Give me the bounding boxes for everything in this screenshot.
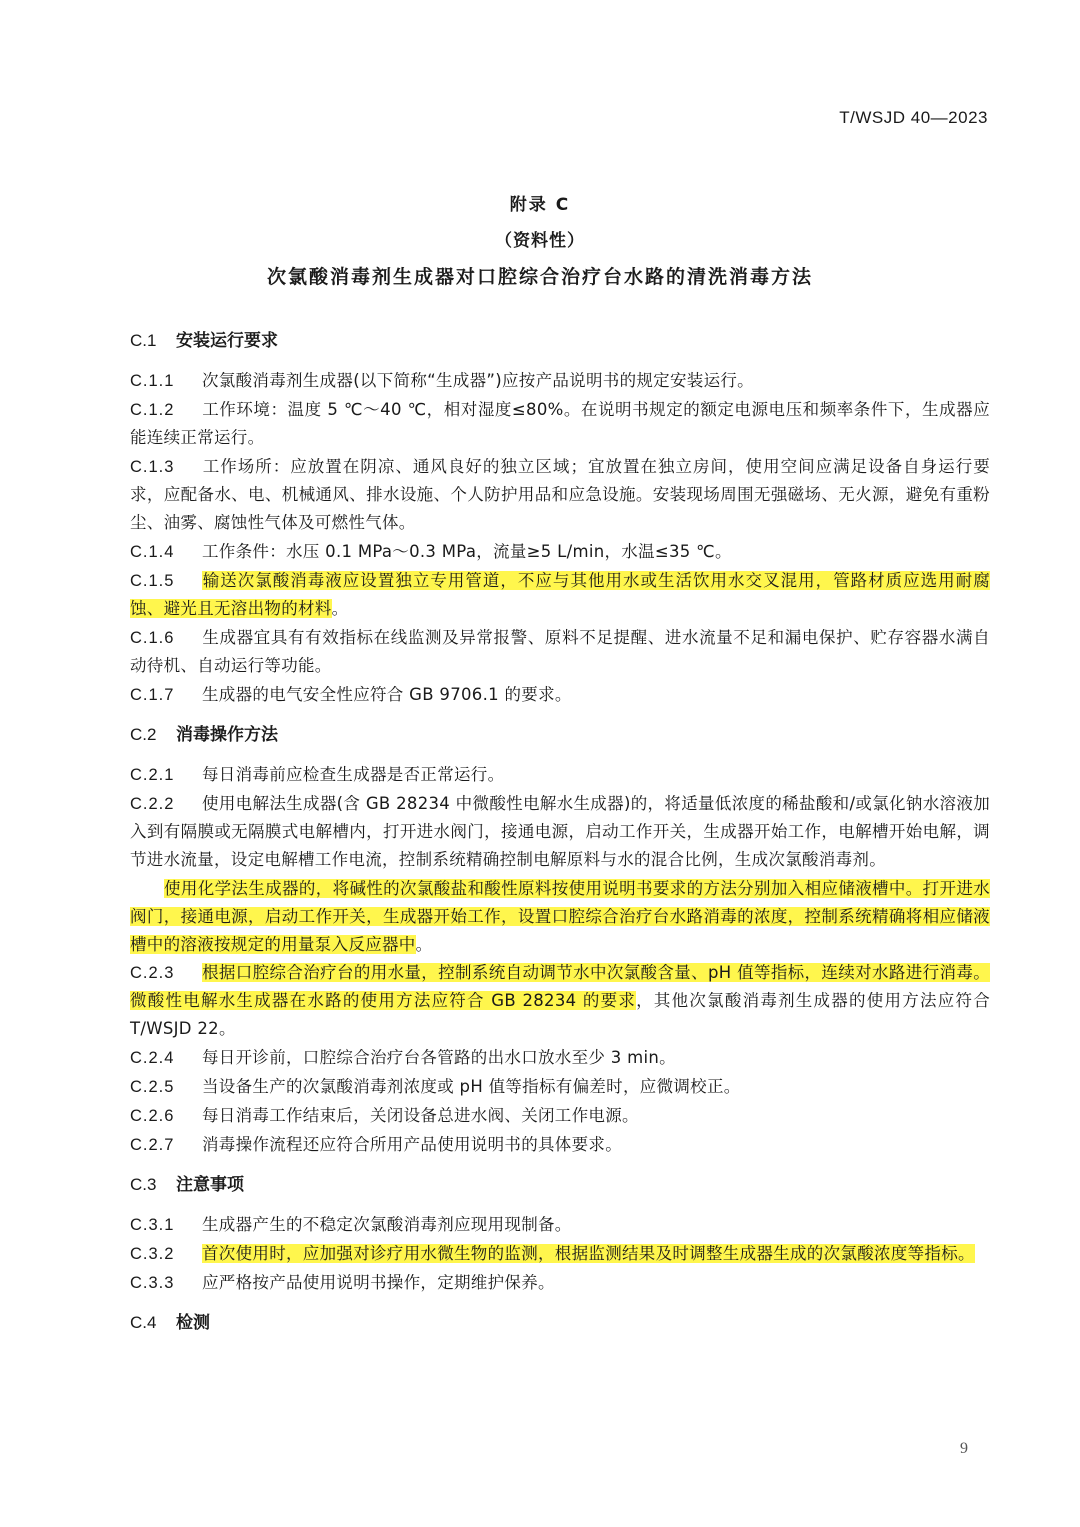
- appendix-label: 附录 C: [509, 195, 571, 215]
- clause-text: 生成器产生的不稳定次氯酸消毒剂应现用现制备。: [202, 1215, 572, 1234]
- clause-c2-1: [130, 761, 990, 789]
- section-title: 注意事项: [176, 1175, 244, 1195]
- clause-text: 当设备生产的次氯酸消毒剂浓度或 pH 值等指标有偏差时，应微调校正。: [202, 1077, 741, 1096]
- clause-number: C.2.5: [130, 1078, 175, 1096]
- document-body: [130, 327, 990, 1349]
- clause-number: C.1.3: [130, 458, 175, 476]
- appendix-type: （资料性）: [495, 231, 585, 251]
- clause-c2-6: [130, 1102, 990, 1130]
- clause-number: C.2.7: [130, 1136, 175, 1154]
- clause-number: C.1.2: [130, 401, 175, 419]
- clause-c3-1: [130, 1211, 990, 1239]
- section-title: 安装运行要求: [176, 331, 278, 351]
- clause-c2-2-paragraph-2: [130, 875, 990, 959]
- highlighted-text: 使用化学法生成器的，将碱性的次氯酸盐和酸性原料按使用说明书要求的方法分别加入相应储液槽中。打开进水阀门，接通电源，启动工作开关，生成器开始工作，设置口腔综合治疗台水路消毒的浓度，控制系统精确将相应储液槽中的溶液按规定的用量泵入反应器中: [130, 879, 990, 954]
- clause-c1-4: [130, 538, 990, 566]
- section-title: 消毒操作方法: [176, 725, 278, 745]
- page-number: 9: [960, 1440, 968, 1457]
- highlighted-text: 根据口腔综合治疗台的用水量，控制系统自动调节水中次氯酸含量、pH 值等指标，连续对水路进行消毒。微酸性电解水生成器在水路的使用方法应符合 GB 28234 的要求: [130, 963, 990, 1010]
- clause-text: 每日消毒前应检查生成器是否正常运行。: [202, 765, 505, 784]
- clause-text: ，其他次氯酸消毒剂生成器的使用方法应符合 T/WSJD 22。: [130, 991, 991, 1038]
- clause-c2-3: [130, 959, 990, 1043]
- clause-text: 使用电解法生成器(含 GB 28234 中微酸性电解水生成器)的，将适量低浓度的稀盐酸和/或氯化钠水溶液加入到有隔膜或无隔膜式电解槽内，打开进水阀门，接通电源，启动工作开关，生成器开始工作，电解槽开始电解，调节进水流量，设定电解槽工作电流，控制系统精确控制电解原料与水的混合比例，生成次氯酸消毒剂。: [130, 794, 990, 869]
- clause-text: 。: [331, 599, 349, 618]
- clause-number: C.1.7: [130, 686, 175, 704]
- clause-number: C.2.6: [130, 1107, 175, 1125]
- clause-text: 每日消毒工作结束后，关闭设备总进水阀、关闭工作电源。: [202, 1106, 639, 1125]
- clause-text: 工作条件：水压 0.1 MPa～0.3 MPa，流量≥5 L/min，水温≤35 ℃。: [202, 542, 732, 561]
- clause-text: 次氯酸消毒剂生成器(以下简称“生成器”)应按产品说明书的规定安装运行。: [202, 371, 754, 390]
- clause-c1-2: [130, 396, 990, 452]
- document-code: T/WSJD 40—2023: [839, 108, 988, 127]
- clause-c1-5: [130, 567, 990, 623]
- clause-number: C.3.3: [130, 1274, 175, 1292]
- clause-c1-6: [130, 624, 990, 680]
- clause-c3-3: [130, 1269, 990, 1297]
- clause-number: C.3.1: [130, 1216, 175, 1234]
- clause-number: C.1.5: [130, 572, 175, 590]
- highlighted-text: 输送次氯酸消毒液应设置独立专用管道，不应与其他用水或生活饮用水交叉混用，管路材质应选用耐腐蚀、避光且无溶出物的材料: [130, 571, 990, 618]
- clause-text: 每日开诊前，口腔综合治疗台各管路的出水口放水至少 3 min。: [202, 1048, 676, 1067]
- clause-text: 工作场所：应放置在阴凉、通风良好的独立区域；宜放置在独立房间，使用空间应满足设备自身运行要求，应配备水、电、机械通风、排水设施、个人防护用品和应急设施。安装现场周围无强磁场、无火源，避免有重粉尘、油雾、腐蚀性气体及可燃性气体。: [130, 457, 990, 532]
- section-number: C.3: [130, 1175, 157, 1194]
- clause-number: C.1.6: [130, 629, 175, 647]
- section-heading-c4: [130, 1309, 990, 1337]
- clause-text: 工作环境：温度 5 ℃～40 ℃，相对湿度≤80%。在说明书规定的额定电源电压和频率条件下，生成器应能连续正常运行。: [130, 400, 990, 447]
- section-heading-c2: [130, 721, 990, 749]
- clause-c1-3: [130, 453, 990, 537]
- clause-c3-2: [130, 1240, 990, 1268]
- clause-c2-5: [130, 1073, 990, 1101]
- clause-text: 生成器的电气安全性应符合 GB 9706.1 的要求。: [202, 685, 572, 704]
- clause-number: C.2.3: [130, 964, 175, 982]
- section-title: 检测: [176, 1313, 210, 1333]
- clause-text: 。: [415, 935, 433, 954]
- clause-text: 生成器宜具有有效指标在线监测及异常报警、原料不足提醒、进水流量不足和漏电保护、贮存容器水满自动待机、自动运行等功能。: [130, 628, 990, 675]
- section-heading-c1: [130, 327, 990, 355]
- clause-number: C.2.4: [130, 1049, 175, 1067]
- section-number: C.4: [130, 1313, 157, 1332]
- clause-c2-2: [130, 790, 990, 874]
- clause-number: C.2.2: [130, 795, 175, 813]
- section-heading-c3: [130, 1171, 990, 1199]
- section-number: C.2: [130, 725, 157, 744]
- clause-number: C.1.4: [130, 543, 175, 561]
- highlighted-text: 首次使用时，应加强对诊疗用水微生物的监测，根据监测结果及时调整生成器生成的次氯酸浓度等指标。: [202, 1244, 975, 1263]
- clause-text: 消毒操作流程还应符合所用产品使用说明书的具体要求。: [202, 1135, 622, 1154]
- clause-text: 应严格按产品使用说明书操作，定期维护保养。: [202, 1273, 555, 1292]
- clause-c1-7: [130, 681, 990, 709]
- clause-number: C.2.1: [130, 766, 175, 784]
- clause-number: C.3.2: [130, 1245, 175, 1263]
- clause-number: C.1.1: [130, 372, 175, 390]
- section-number: C.1: [130, 331, 157, 350]
- appendix-title: 次氯酸消毒剂生成器对口腔综合治疗台水路的清洗消毒方法: [266, 266, 813, 288]
- clause-c2-7: [130, 1131, 990, 1159]
- clause-c2-4: [130, 1044, 990, 1072]
- clause-c1-1: [130, 367, 990, 395]
